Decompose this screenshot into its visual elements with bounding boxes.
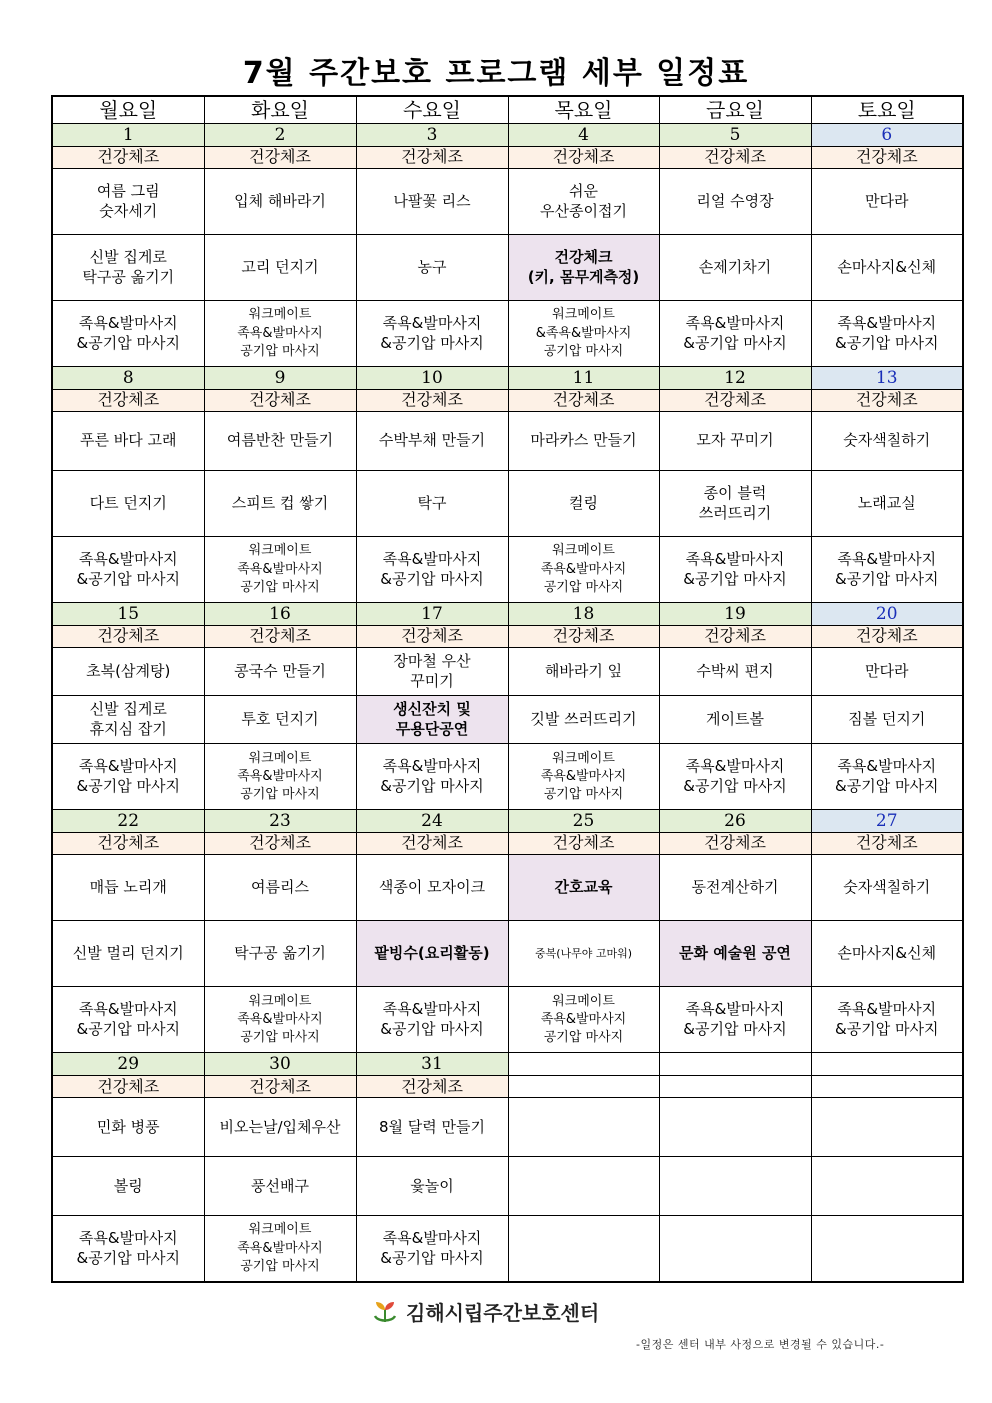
empty-cell <box>811 1216 963 1282</box>
health-exercise-cell: 건강체조 <box>811 390 963 412</box>
activity-cell: 만다라 <box>811 648 963 696</box>
activity-cell: 동전계산하기 <box>659 855 811 921</box>
date-cell: 18 <box>508 603 659 626</box>
date-row <box>52 367 963 390</box>
activity-cell: 신발 집게로 탁구공 옮기기 <box>52 235 204 301</box>
health-exercise-cell: 건강체조 <box>356 1076 508 1098</box>
activity-row <box>52 235 963 301</box>
massage-activity-row <box>52 301 963 367</box>
date-cell: 3 <box>356 124 508 147</box>
activity-cell: 여름반찬 만들기 <box>204 412 356 471</box>
activity-cell: 나팔꽃 리스 <box>356 169 508 235</box>
activity-cell: 윷놀이 <box>356 1157 508 1216</box>
date-cell: 30 <box>204 1053 356 1076</box>
health-exercise-row <box>52 1076 963 1098</box>
activity-cell: 초복(삼계탕) <box>52 648 204 696</box>
health-exercise-row <box>52 833 963 855</box>
activity-cell: 건강체크 (키, 몸무게측정) <box>508 235 659 301</box>
activity-row <box>52 169 963 235</box>
activity-cell: 노래교실 <box>811 471 963 537</box>
activity-row <box>52 1157 963 1216</box>
activity-cell: 수박부채 만들기 <box>356 412 508 471</box>
massage-activity-row <box>52 537 963 603</box>
health-exercise-cell: 건강체조 <box>204 390 356 412</box>
empty-cell <box>659 1157 811 1216</box>
date-cell: 13 <box>811 367 963 390</box>
empty-cell <box>811 1053 963 1076</box>
date-cell: 20 <box>811 603 963 626</box>
massage-activity-cell: 워크메이트 족욕&발마사지 공기압 마사지 <box>508 987 659 1053</box>
empty-cell <box>659 1053 811 1076</box>
health-exercise-cell: 건강체조 <box>204 147 356 169</box>
activity-row <box>52 648 963 696</box>
massage-activity-cell: 족욕&발마사지 &공기압 마사지 <box>52 301 204 367</box>
health-exercise-cell: 건강체조 <box>204 833 356 855</box>
date-cell: 12 <box>659 367 811 390</box>
activity-cell: 매듭 노리개 <box>52 855 204 921</box>
activity-row <box>52 412 963 471</box>
date-cell: 5 <box>659 124 811 147</box>
activity-cell: 농구 <box>356 235 508 301</box>
empty-cell <box>659 1216 811 1282</box>
massage-activity-cell: 워크메이트 족욕&발마사지 공기압 마사지 <box>508 537 659 603</box>
massage-activity-cell: 족욕&발마사지 &공기압 마사지 <box>52 537 204 603</box>
health-exercise-cell: 건강체조 <box>659 147 811 169</box>
health-exercise-cell: 건강체조 <box>811 626 963 648</box>
health-exercise-cell: 건강체조 <box>356 390 508 412</box>
massage-activity-cell: 워크메이트 족욕&발마사지 공기압 마사지 <box>508 744 659 810</box>
massage-activity-cell: 족욕&발마사지 &공기압 마사지 <box>659 537 811 603</box>
date-row <box>52 1053 963 1076</box>
date-cell: 6 <box>811 124 963 147</box>
day-header-row <box>52 96 963 124</box>
massage-activity-cell: 족욕&발마사지 &공기압 마사지 <box>52 987 204 1053</box>
date-cell: 25 <box>508 810 659 833</box>
date-cell: 24 <box>356 810 508 833</box>
activity-cell: 탁구공 옮기기 <box>204 921 356 987</box>
activity-cell: 종이 블럭 쓰러뜨리기 <box>659 471 811 537</box>
health-exercise-cell: 건강체조 <box>356 147 508 169</box>
massage-activity-row <box>52 1216 963 1282</box>
health-exercise-cell: 건강체조 <box>52 833 204 855</box>
health-exercise-cell: 건강체조 <box>508 390 659 412</box>
day-header: 토요일 <box>811 96 963 124</box>
activity-cell: 쉬운 우산종이접기 <box>508 169 659 235</box>
empty-cell <box>811 1098 963 1157</box>
activity-cell: 수박씨 편지 <box>659 648 811 696</box>
date-cell: 29 <box>52 1053 204 1076</box>
activity-cell: 신발 집게로 휴지심 잡기 <box>52 696 204 744</box>
activity-row <box>52 1098 963 1157</box>
massage-activity-cell: 워크메이트 &족욕&발마사지 공기압 마사지 <box>508 301 659 367</box>
activity-cell: 리얼 수영장 <box>659 169 811 235</box>
empty-cell <box>508 1098 659 1157</box>
activity-cell: 짐볼 던지기 <box>811 696 963 744</box>
activity-cell: 콩국수 만들기 <box>204 648 356 696</box>
activity-cell: 생신잔치 및 무용단공연 <box>356 696 508 744</box>
massage-activity-cell: 족욕&발마사지 &공기압 마사지 <box>811 301 963 367</box>
massage-activity-cell: 족욕&발마사지 &공기압 마사지 <box>356 301 508 367</box>
health-exercise-cell: 건강체조 <box>356 626 508 648</box>
day-header: 화요일 <box>204 96 356 124</box>
date-cell: 27 <box>811 810 963 833</box>
health-exercise-cell: 건강체조 <box>52 626 204 648</box>
massage-activity-cell: 족욕&발마사지 &공기압 마사지 <box>52 744 204 810</box>
empty-cell <box>508 1216 659 1282</box>
empty-cell <box>508 1076 659 1098</box>
activity-cell: 컬링 <box>508 471 659 537</box>
health-exercise-cell: 건강체조 <box>659 833 811 855</box>
date-cell: 19 <box>659 603 811 626</box>
day-header: 금요일 <box>659 96 811 124</box>
massage-activity-cell: 족욕&발마사지 &공기압 마사지 <box>356 744 508 810</box>
date-row <box>52 124 963 147</box>
massage-activity-cell: 워크메이트 족욕&발마사지 공기압 마사지 <box>204 987 356 1053</box>
health-exercise-cell: 건강체조 <box>204 1076 356 1098</box>
date-cell: 11 <box>508 367 659 390</box>
activity-cell: 8월 달력 만들기 <box>356 1098 508 1157</box>
date-cell: 16 <box>204 603 356 626</box>
health-exercise-cell: 건강체조 <box>52 147 204 169</box>
date-cell: 22 <box>52 810 204 833</box>
activity-cell: 신발 멀리 던지기 <box>52 921 204 987</box>
activity-cell: 탁구 <box>356 471 508 537</box>
massage-activity-row <box>52 987 963 1053</box>
activity-cell: 깃발 쓰러뜨리기 <box>508 696 659 744</box>
massage-activity-cell: 족욕&발마사지 &공기압 마사지 <box>52 1216 204 1282</box>
empty-cell <box>508 1053 659 1076</box>
activity-cell: 고리 던지기 <box>204 235 356 301</box>
date-cell: 26 <box>659 810 811 833</box>
activity-cell: 모자 꾸미기 <box>659 412 811 471</box>
massage-activity-row <box>52 744 963 810</box>
health-exercise-cell: 건강체조 <box>52 1076 204 1098</box>
empty-cell <box>508 1157 659 1216</box>
day-header: 월요일 <box>52 96 204 124</box>
activity-cell: 손제기차기 <box>659 235 811 301</box>
date-cell: 9 <box>204 367 356 390</box>
activity-cell: 민화 병풍 <box>52 1098 204 1157</box>
activity-cell: 색종이 모자이크 <box>356 855 508 921</box>
date-row <box>52 603 963 626</box>
activity-row <box>52 855 963 921</box>
empty-cell <box>659 1076 811 1098</box>
activity-cell: 입체 해바라기 <box>204 169 356 235</box>
health-exercise-cell: 건강체조 <box>508 833 659 855</box>
activity-cell: 비오는날/입체우산 <box>204 1098 356 1157</box>
activity-cell: 문화 예술원 공연 <box>659 921 811 987</box>
activity-row <box>52 471 963 537</box>
activity-cell: 장마철 우산 꾸미기 <box>356 648 508 696</box>
date-cell: 2 <box>204 124 356 147</box>
activity-cell: 볼링 <box>52 1157 204 1216</box>
activity-cell: 다트 던지기 <box>52 471 204 537</box>
date-cell: 17 <box>356 603 508 626</box>
schedule-note: -일정은 센터 내부 사정으로 변경될 수 있습니다.- <box>636 1338 885 1351</box>
center-name: 김해시립주간보호센터 <box>406 1301 600 1325</box>
schedule-table <box>51 95 964 1283</box>
massage-activity-cell: 족욕&발마사지 &공기압 마사지 <box>811 987 963 1053</box>
health-exercise-cell: 건강체조 <box>508 147 659 169</box>
activity-cell: 게이트볼 <box>659 696 811 744</box>
date-cell: 31 <box>356 1053 508 1076</box>
day-header: 목요일 <box>508 96 659 124</box>
date-cell: 4 <box>508 124 659 147</box>
health-exercise-cell: 건강체조 <box>659 626 811 648</box>
empty-cell <box>659 1098 811 1157</box>
activity-cell: 만다라 <box>811 169 963 235</box>
health-exercise-cell: 건강체조 <box>811 833 963 855</box>
health-exercise-cell: 건강체조 <box>52 390 204 412</box>
activity-cell: 풍선배구 <box>204 1157 356 1216</box>
activity-cell: 간호교육 <box>508 855 659 921</box>
massage-activity-cell: 워크메이트 족욕&발마사지 공기압 마사지 <box>204 1216 356 1282</box>
massage-activity-cell: 족욕&발마사지 &공기압 마사지 <box>356 987 508 1053</box>
health-exercise-cell: 건강체조 <box>204 626 356 648</box>
massage-activity-cell: 워크메이트 족욕&발마사지 공기압 마사지 <box>204 301 356 367</box>
activity-cell: 숫자색칠하기 <box>811 412 963 471</box>
activity-cell: 숫자색칠하기 <box>811 855 963 921</box>
massage-activity-cell: 족욕&발마사지 &공기압 마사지 <box>659 744 811 810</box>
activity-cell: 투호 던지기 <box>204 696 356 744</box>
massage-activity-cell: 워크메이트 족욕&발마사지 공기압 마사지 <box>204 744 356 810</box>
date-cell: 10 <box>356 367 508 390</box>
empty-cell <box>811 1076 963 1098</box>
day-header: 수요일 <box>356 96 508 124</box>
date-cell: 8 <box>52 367 204 390</box>
health-exercise-cell: 건강체조 <box>508 626 659 648</box>
massage-activity-cell: 족욕&발마사지 &공기압 마사지 <box>356 1216 508 1282</box>
activity-row <box>52 921 963 987</box>
activity-cell: 팥빙수(요리활동) <box>356 921 508 987</box>
activity-cell: 손마사지&신체 <box>811 235 963 301</box>
health-exercise-cell: 건강체조 <box>356 833 508 855</box>
date-cell: 1 <box>52 124 204 147</box>
activity-cell: 푸른 바다 고래 <box>52 412 204 471</box>
massage-activity-cell: 족욕&발마사지 &공기압 마사지 <box>811 744 963 810</box>
sprout-logo-icon <box>370 1296 400 1326</box>
activity-cell: 손마사지&신체 <box>811 921 963 987</box>
activity-cell: 여름 그림 숫자세기 <box>52 169 204 235</box>
date-cell: 15 <box>52 603 204 626</box>
health-exercise-row <box>52 147 963 169</box>
activity-cell: 여름리스 <box>204 855 356 921</box>
date-row <box>52 810 963 833</box>
massage-activity-cell: 족욕&발마사지 &공기압 마사지 <box>811 537 963 603</box>
health-exercise-row <box>52 390 963 412</box>
massage-activity-cell: 워크메이트 족욕&발마사지 공기압 마사지 <box>204 537 356 603</box>
health-exercise-cell: 건강체조 <box>811 147 963 169</box>
massage-activity-cell: 족욕&발마사지 &공기압 마사지 <box>659 987 811 1053</box>
activity-row <box>52 696 963 744</box>
empty-cell <box>811 1157 963 1216</box>
date-cell: 23 <box>204 810 356 833</box>
activity-cell: 해바라기 잎 <box>508 648 659 696</box>
activity-cell: 중복(나무야 고마워) <box>508 921 659 987</box>
massage-activity-cell: 족욕&발마사지 &공기압 마사지 <box>659 301 811 367</box>
health-exercise-cell: 건강체조 <box>659 390 811 412</box>
page-title: 7월 주간보호 프로그램 세부 일정표 <box>242 56 750 91</box>
activity-cell: 스피트 컵 쌓기 <box>204 471 356 537</box>
massage-activity-cell: 족욕&발마사지 &공기압 마사지 <box>356 537 508 603</box>
activity-cell: 마라카스 만들기 <box>508 412 659 471</box>
health-exercise-row <box>52 626 963 648</box>
